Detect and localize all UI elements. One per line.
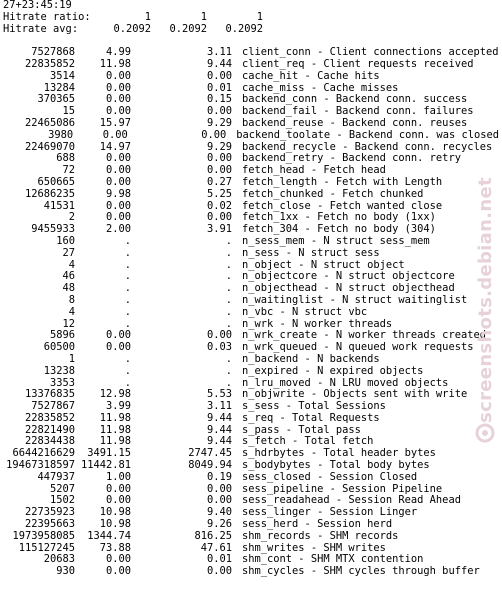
stat-description: cache_miss - Cache misses	[242, 81, 399, 94]
stat-description: backend_reuse - Backend conn. reuses	[242, 116, 468, 129]
stat-count: 5896	[49, 329, 75, 342]
stat-average-rate: 0.01	[206, 81, 232, 94]
stat-count: 9455933	[31, 223, 75, 236]
stat-average-rate: 0.01	[206, 553, 232, 566]
stat-description: fetch_head - Fetch head	[242, 164, 386, 177]
stat-current-rate: 0.00	[105, 93, 131, 106]
stat-description: client_req - Client requests received	[242, 57, 474, 70]
stat-average-rate: .	[225, 282, 232, 295]
stat-current-rate: .	[124, 270, 131, 283]
stat-description: n_expired - N expired objects	[242, 364, 424, 377]
stat-count: 115127245	[18, 541, 75, 554]
stat-current-rate: 0.00	[105, 329, 131, 342]
stat-average-rate: 0.00	[206, 105, 232, 118]
stat-average-rate: 0.02	[206, 199, 232, 212]
stat-current-rate: 11.98	[99, 435, 131, 448]
stat-current-rate: 0.00	[105, 565, 131, 578]
stat-current-rate: .	[124, 258, 131, 271]
stat-description: fetch_304 - Fetch no body (304)	[242, 223, 436, 236]
stat-current-rate: 12.98	[99, 388, 131, 401]
stat-description: backend_toolate - Backend conn. was closed	[236, 128, 499, 141]
stat-current-rate: .	[124, 293, 131, 306]
stat-description: backend_conn - Backend conn. success	[242, 93, 468, 106]
stat-average-rate: 8049.94	[188, 459, 232, 472]
stat-description: s_req - Total Requests	[242, 411, 380, 424]
stat-description: s_hdrbytes - Total header bytes	[242, 447, 436, 460]
stat-average-rate: 3.11	[206, 400, 232, 413]
stat-current-rate: 0.00	[105, 175, 131, 188]
stat-average-rate: .	[225, 246, 232, 259]
hitrate-avg-value: 0.2092	[113, 22, 151, 35]
stat-count: 48	[62, 282, 75, 295]
stat-average-rate: 0.00	[206, 329, 232, 342]
stat-description: shm_cont - SHM MTX contention	[242, 553, 424, 566]
stat-current-rate: .	[124, 376, 131, 389]
stat-average-rate: 9.29	[206, 116, 232, 129]
stat-count: 12	[62, 317, 75, 330]
stat-current-rate: 11.98	[99, 57, 131, 70]
stat-average-rate: 9.29	[206, 140, 232, 153]
stat-current-rate: 2.00	[105, 223, 131, 236]
stat-description: sess_herd - Session herd	[242, 518, 393, 531]
stat-count: 60500	[43, 341, 75, 354]
stat-description: sess_closed - Session Closed	[242, 470, 418, 483]
stat-row	[3, 248, 499, 260]
stat-description: n_wrk - N worker threads	[242, 317, 393, 330]
stat-description: n_object - N struct object	[242, 258, 405, 271]
stat-row	[3, 189, 499, 201]
stat-count: 3980	[48, 128, 74, 141]
stat-description: n_vbc - N struct vbc	[242, 305, 368, 318]
stat-count: 12686235	[24, 187, 75, 200]
stat-average-rate: .	[225, 364, 232, 377]
stat-average-rate: 0.15	[206, 93, 232, 106]
stat-description: n_wrk_create - N worker threads created	[242, 329, 486, 342]
stat-current-rate: 0.00	[105, 494, 131, 507]
stat-count: 447937	[37, 470, 75, 483]
stat-average-rate: 9.44	[206, 57, 232, 70]
stat-description: client_conn - Client connections accepted	[242, 46, 499, 59]
stat-average-rate: .	[225, 352, 232, 365]
stat-current-rate: 3.99	[105, 400, 131, 413]
stat-description: s_sess - Total Sessions	[242, 400, 386, 413]
stat-current-rate: 0.00	[102, 128, 128, 141]
stat-count: 1502	[49, 494, 75, 507]
stat-average-rate: 9.40	[206, 506, 232, 519]
stat-average-rate: 9.44	[206, 423, 232, 436]
stat-current-rate: 10.98	[99, 518, 131, 531]
stat-current-rate: 0.00	[105, 482, 131, 495]
stat-description: backend_retry - Backend conn. retry	[242, 152, 461, 165]
stat-current-rate: 15.97	[99, 116, 131, 129]
stat-count: 1	[68, 352, 75, 365]
hitrate-ratio-value: 1	[200, 10, 207, 23]
stat-current-rate: .	[124, 305, 131, 318]
hitrate-avg-value: 0.2092	[169, 22, 207, 35]
stat-description: n_sess - N struct sess	[242, 246, 380, 259]
stat-current-rate: 73.88	[99, 541, 131, 554]
stat-row	[3, 307, 499, 319]
stat-description: n_wrk_queued - N queued work requests	[242, 341, 474, 354]
watermark	[468, 150, 502, 450]
hitrate-ratio-value: 1	[144, 10, 151, 23]
stat-row	[3, 59, 499, 71]
stat-current-rate: 0.00	[105, 152, 131, 165]
stat-count: 3353	[49, 376, 75, 389]
stat-average-rate: .	[225, 234, 232, 247]
stat-current-rate: 11.98	[99, 423, 131, 436]
stat-current-rate: 0.00	[105, 553, 131, 566]
stat-average-rate: 0.00	[206, 494, 232, 507]
stat-description: fetch_length - Fetch with Length	[242, 175, 443, 188]
stat-average-rate: .	[225, 270, 232, 283]
stat-description: s_bodybytes - Total body bytes	[242, 459, 430, 472]
stat-average-rate: 0.00	[206, 152, 232, 165]
stat-description: n_objecthead - N struct objecthead	[242, 282, 455, 295]
stat-current-rate: 11.98	[99, 411, 131, 424]
stat-average-rate: 3.11	[206, 46, 232, 59]
stat-description: shm_writes - SHM writes	[242, 541, 386, 554]
stat-row	[3, 295, 499, 307]
stat-row	[3, 531, 499, 543]
stat-current-rate: 0.00	[105, 211, 131, 224]
stat-average-rate: 0.03	[206, 341, 232, 354]
hitrate-ratio-line	[3, 12, 499, 24]
stat-average-rate: 0.00	[206, 164, 232, 177]
stats-list	[3, 47, 499, 578]
stat-current-rate: .	[124, 317, 131, 330]
watermark-text: screenshots.debian.net	[475, 177, 497, 423]
stat-count: 22395663	[24, 518, 75, 531]
stat-current-rate: 9.98	[105, 187, 131, 200]
stat-count: 13238	[43, 364, 75, 377]
stat-current-rate: .	[124, 246, 131, 259]
stat-current-rate: .	[124, 364, 131, 377]
stat-row	[3, 177, 499, 189]
stat-count: 2	[68, 211, 75, 224]
stat-count: 1973958085	[12, 529, 75, 542]
stat-count: 930	[56, 565, 75, 578]
stat-count: 160	[56, 234, 75, 247]
stat-description: shm_records - SHM records	[242, 529, 399, 542]
stat-description: sess_readahead - Session Read Ahead	[242, 494, 461, 507]
stat-average-rate: 816.25	[194, 529, 232, 542]
uptime-value: 27+23:45:19	[3, 0, 72, 11]
stat-average-rate: 9.44	[206, 411, 232, 424]
stat-count: 22835852	[24, 411, 75, 424]
stat-description: sess_linger - Session Linger	[242, 506, 418, 519]
stat-average-rate: 0.00	[206, 482, 232, 495]
stat-average-rate: 9.44	[206, 435, 232, 448]
stat-current-rate: 14.97	[99, 140, 131, 153]
stat-current-rate: 10.98	[99, 506, 131, 519]
stat-count: 4	[68, 305, 75, 318]
stat-description: fetch_close - Fetch wanted close	[242, 199, 443, 212]
stat-average-rate: .	[225, 305, 232, 318]
stat-description: s_fetch - Total fetch	[242, 435, 374, 448]
stat-count: 15	[62, 105, 75, 118]
stat-count: 46	[62, 270, 75, 283]
stat-count: 72	[62, 164, 75, 177]
stat-current-rate: 1.00	[105, 470, 131, 483]
stat-description: shm_cycles - SHM cycles through buffer	[242, 565, 480, 578]
stat-count: 41531	[43, 199, 75, 212]
terminal-output	[3, 0, 499, 578]
stat-average-rate: .	[225, 293, 232, 306]
stat-average-rate: .	[225, 376, 232, 389]
stat-description: fetch_chunked - Fetch chunked	[242, 187, 424, 200]
hitrate-ratio-value: 1	[256, 10, 263, 23]
stat-description: s_pass - Total pass	[242, 423, 361, 436]
stat-current-rate: 3491.15	[87, 447, 131, 460]
stat-count: 3514	[49, 69, 75, 82]
stat-row	[3, 413, 499, 425]
stat-count: 22469070	[24, 140, 75, 153]
stat-count: 6644216629	[12, 447, 75, 460]
stat-description: n_backend - N backends	[242, 352, 380, 365]
hitrate-avg-label: Hitrate avg:	[3, 22, 79, 35]
stat-description: cache_hit - Cache hits	[242, 69, 380, 82]
stat-row	[3, 130, 499, 142]
stat-count: 22835852	[24, 57, 75, 70]
stat-description: backend_recycle - Backend conn. recycles	[242, 140, 493, 153]
stat-average-rate: 9.26	[206, 518, 232, 531]
stat-count: 13376835	[24, 388, 75, 401]
stat-current-rate: 0.00	[105, 81, 131, 94]
stat-current-rate: .	[124, 282, 131, 295]
stat-current-rate: 0.00	[105, 164, 131, 177]
stat-description: n_lru_moved - N LRU moved objects	[242, 376, 449, 389]
stat-count: 22465086	[24, 116, 75, 129]
stat-count: 688	[56, 152, 75, 165]
stat-current-rate: 0.00	[105, 69, 131, 82]
debian-swirl-icon	[475, 423, 495, 443]
stat-count: 4	[68, 258, 75, 271]
stat-count: 22834438	[24, 435, 75, 448]
stat-current-rate: 11442.81	[80, 459, 131, 472]
stat-current-rate: .	[124, 234, 131, 247]
stat-row	[3, 236, 499, 248]
stat-row	[3, 566, 499, 578]
stat-average-rate: 0.00	[206, 565, 232, 578]
stat-row	[3, 118, 499, 130]
stat-current-rate: 0.00	[105, 199, 131, 212]
stat-count: 8	[68, 293, 75, 306]
stat-description: sess_pipeline - Session Pipeline	[242, 482, 443, 495]
hitrate-ratio-label: Hitrate ratio:	[3, 10, 91, 23]
hitrate-avg-line	[3, 24, 499, 36]
stat-average-rate: 0.19	[206, 470, 232, 483]
stat-description: n_objwrite - Objects sent with write	[242, 388, 468, 401]
stat-average-rate: 0.00	[206, 69, 232, 82]
stat-description: n_waitinglist - N struct waitinglist	[242, 293, 468, 306]
stat-average-rate: 3.91	[206, 223, 232, 236]
stat-row	[3, 366, 499, 378]
stat-count: 7527868	[31, 46, 75, 59]
stat-average-rate: 0.00	[206, 211, 232, 224]
stat-count: 19467318597	[6, 459, 75, 472]
stat-average-rate: 0.27	[206, 175, 232, 188]
stat-description: n_sess_mem - N struct sess_mem	[242, 234, 430, 247]
stat-description: fetch_1xx - Fetch no body (1xx)	[242, 211, 436, 224]
stat-current-rate: 0.00	[105, 105, 131, 118]
stat-average-rate: .	[225, 317, 232, 330]
stat-row	[3, 71, 499, 83]
stat-count: 20683	[43, 553, 75, 566]
stat-count: 7527867	[31, 400, 75, 413]
stat-count: 22821490	[24, 423, 75, 436]
stat-count: 370365	[37, 93, 75, 106]
stat-current-rate: 4.99	[105, 46, 131, 59]
stat-average-rate: .	[225, 258, 232, 271]
stat-description: n_objectcore - N struct objectcore	[242, 270, 455, 283]
stat-current-rate: 1344.74	[87, 529, 131, 542]
stat-average-rate: 5.25	[206, 187, 232, 200]
stat-average-rate: 0.00	[201, 128, 227, 141]
stat-count: 27	[62, 246, 75, 259]
stat-count: 13284	[43, 81, 75, 94]
stat-count: 22735923	[24, 506, 75, 519]
hitrate-avg-value: 0.2092	[225, 22, 263, 35]
stat-row	[3, 354, 499, 366]
stat-average-rate: 47.61	[200, 541, 232, 554]
stat-row	[3, 472, 499, 484]
stat-current-rate: 0.00	[105, 341, 131, 354]
stat-current-rate: .	[124, 352, 131, 365]
stat-description: backend_fail - Backend conn. failures	[242, 105, 474, 118]
stat-count: 650665	[37, 175, 75, 188]
stat-average-rate: 2747.45	[188, 447, 232, 460]
stat-count: 5207	[49, 482, 75, 495]
stat-average-rate: 5.53	[206, 388, 232, 401]
